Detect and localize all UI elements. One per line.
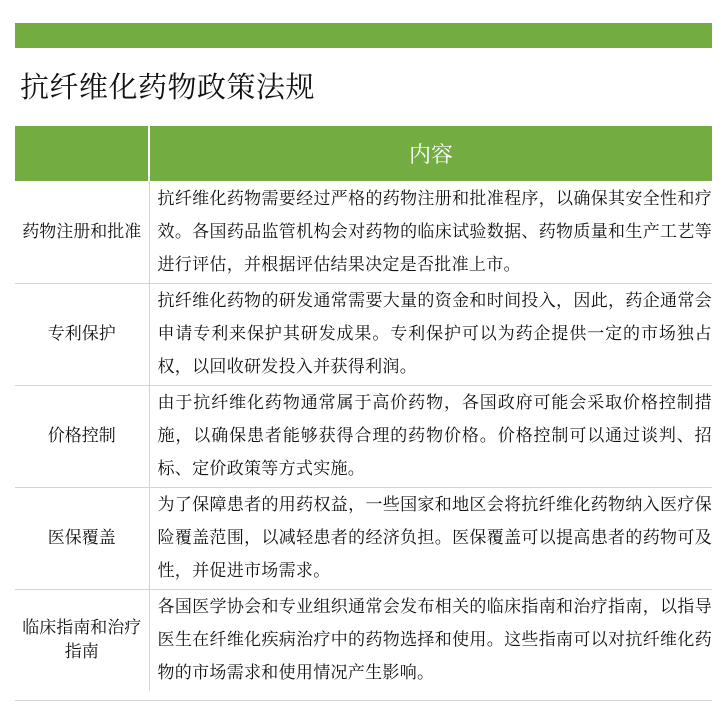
row-topic: 医保覆盖 [15, 487, 149, 589]
table-row [15, 283, 712, 385]
row-topic: 价格控制 [15, 385, 149, 487]
row-topic: 临床指南和治疗指南 [15, 589, 149, 691]
table-row [15, 487, 712, 589]
row-content: 由于抗纤维化药物通常属于高价药物，各国政府可能会采取价格控制措施，以确保患者能够获得合理的药物价格。价格控制可以通过谈判、招标、定价政策等方式实施。 [149, 385, 712, 487]
page-title: 抗纤维化药物政策法规 [20, 70, 316, 104]
table-header-row [15, 126, 712, 181]
row-content: 各国医学协会和专业组织通常会发布相关的临床指南和治疗指南，以指导医生在纤维化疾病治疗中的药物选择和使用。这些指南可以对抗纤维化药物的市场需求和使用情况产生影响。 [157, 597, 712, 684]
top-accent-bar [15, 23, 712, 48]
header-content-cell: 内容 [149, 126, 712, 181]
row-topic: 药物注册和批准 [15, 181, 149, 283]
row-content: 抗纤维化药物需要经过严格的药物注册和批准程序，以确保其安全性和疗效。各国药品监管机构会对药物的临床试验数据、药物质量和生产工艺等进行评估，并根据评估结果决定是否批准上市。 [149, 181, 712, 283]
row-topic: 专利保护 [15, 283, 149, 385]
table-row [15, 385, 712, 487]
table-row [15, 181, 712, 283]
header-topic-cell [15, 126, 149, 181]
policy-table [15, 126, 712, 691]
row-content: 抗纤维化药物的研发通常需要大量的资金和时间投入，因此，药企通常会申请专利来保护其研发成果。专利保护可以为药企提供一定的市场独占权，以回收研发投入并获得利润。 [149, 283, 712, 385]
table-row [15, 589, 712, 691]
row-content: 为了保障患者的用药权益，一些国家和地区会将抗纤维化药物纳入医疗保险覆盖范围，以减轻患者的经济负担。医保覆盖可以提高患者的药物可及性，并促进市场需求。 [149, 487, 712, 589]
table-bottom-divider [15, 700, 712, 701]
